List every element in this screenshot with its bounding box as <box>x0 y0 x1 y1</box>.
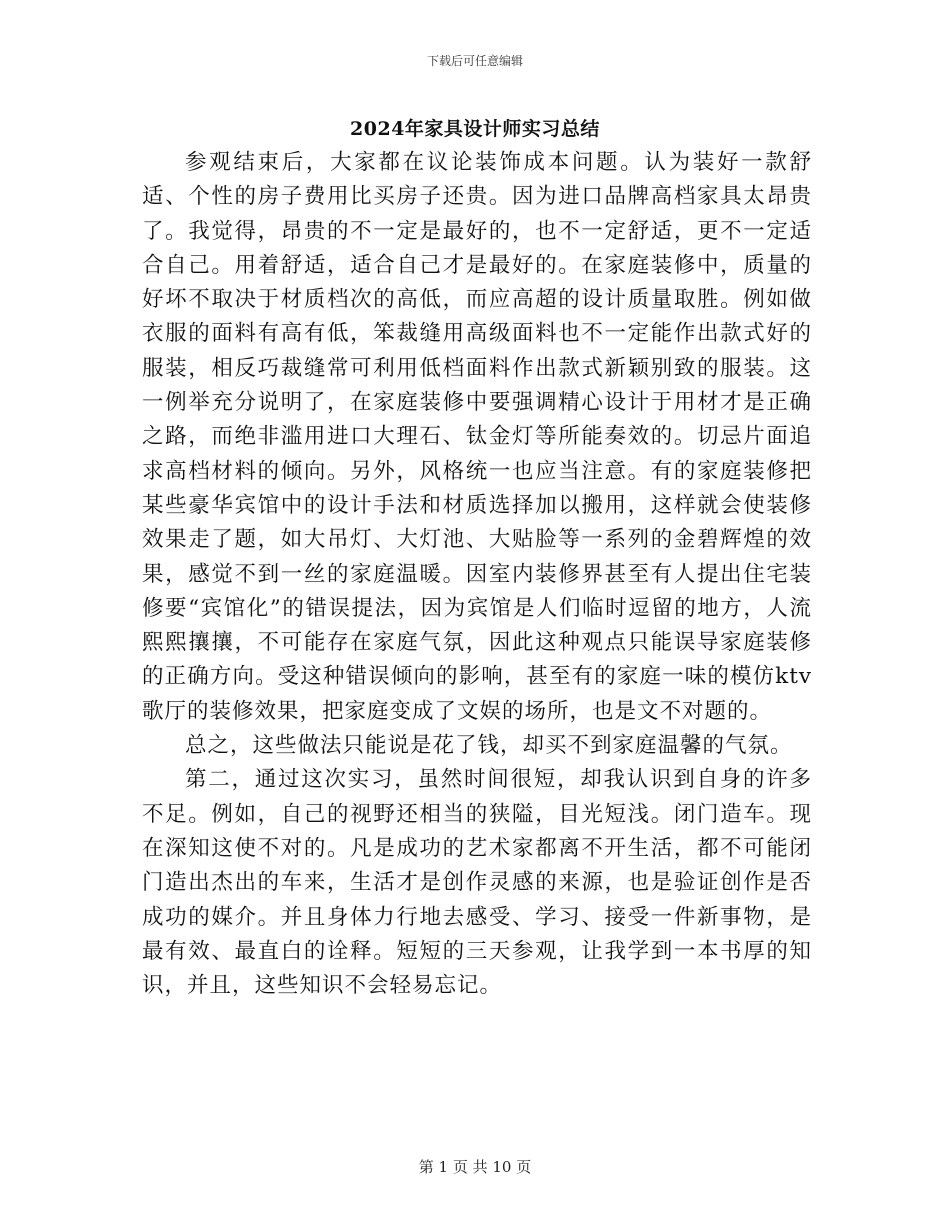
page-header-note: 下载后可任意编辑 <box>426 54 523 68</box>
document-body <box>142 146 812 1003</box>
page-number: 第 1 页 共 10 页 <box>418 1158 532 1176</box>
document-title: 2024年家具设计师实习总结 <box>350 118 600 140</box>
paragraph-2: 总之，这些做法只能说是花了钱，却买不到家庭温馨的气氛。 <box>185 733 793 759</box>
paragraph-1: 参观结束后，大家都在议论装饰成本问题。认为装好一款舒适、个性的房子费用比买房子还贵。因为进口品牌高档家具太昂贵了。我觉得，昂贵的不一定是最好的，也不一定舒适，更不一定适合自己。用着舒适，适合自己才是最好的。在家庭装修中，质量的好坏不取决于材质档次的高低，而应高超的设计质量取胜。例如做衣服的面料有高有低，笨裁缝用高级面料也不一定能作出款式好的服装，相反巧裁缝常可利用低档面料作出款式新颖别致的服装。这一例举充分说明了，在家庭装修中要强调精心设计于用材才是正确之路，而绝非滥用进口大理石、钛金灯等所能奏效的。切忌片面追求高档材料的倾向。另外，风格统一也应当注意。有的家庭装修把某些豪华宾馆中的设计手法和材质选择加以搬用，这样就会使装修效果走了题，如大吊灯、大灯池、大贴脸等一系列的金碧辉煌的效果，感觉不到一丝的家庭温暖。因室内装修界甚至有人提出住宅装修要“宾馆化”的错误提法，因为宾馆是人们临时逗留的地方，人流熙熙攘攘，不可能存在家庭气氛，因此这种观点只能误导家庭装修的正确方向。受这种错误倾向的影响，甚至有的家庭一味的模仿ktv歌厅的装修效果，把家庭变成了文娱的场所，也是文不对题的。 <box>142 150 812 724</box>
paragraph-3: 第二，通过这次实习，虽然时间很短，却我认识到自身的许多不足。例如，自己的视野还相当的狭隘，目光短浅。闭门造车。现在深知这使不对的。凡是成功的艺术家都离不开生活，都不可能闭门造出杰出的车来，生活才是创作灵感的来源，也是验证创作是否成功的媒介。并且身体力行地去感受、学习、接受一件新事物，是最有效、最直白的诠释。短短的三天参观，让我学到一本书厚的知识，并且，这些知识不会轻易忘记。 <box>142 767 812 999</box>
